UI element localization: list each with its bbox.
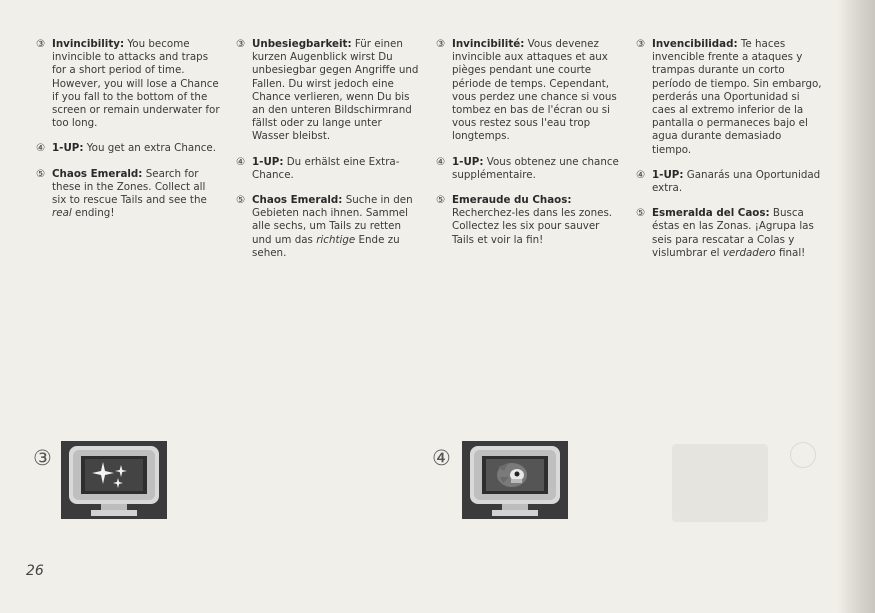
item-description: Du erhälst eine Extra-Chance. — [252, 155, 400, 181]
item-description: Vous devenez invincible aux attaques et aux pièges pendant une courte période de temps. Cependant, vous perdez une chance si vous tombez en bas de l'écran ou si vous restez sous l'eau trop longtemps. — [452, 38, 617, 143]
item-term: Esmeralda del Caos: — [652, 207, 770, 220]
item-emphasis: richtige — [316, 233, 356, 246]
item-number: ⑤ — [236, 194, 246, 207]
item-emphasis: real — [52, 207, 72, 220]
column-spanish — [636, 38, 822, 272]
column-english — [36, 38, 221, 232]
list-item — [436, 38, 621, 144]
list-item — [636, 169, 822, 195]
item-description: Suche in den Gebieten nach ihnen. Sammel alle sechs, um Tails zu retten und um das — [252, 194, 413, 246]
invincibility-monitor-icon — [61, 441, 167, 519]
item-body — [52, 38, 221, 130]
page-gutter-shadow — [837, 0, 875, 613]
item-description: You get an extra Chance. — [86, 142, 216, 155]
item-body — [652, 169, 822, 195]
item-term: 1-UP: — [452, 155, 484, 168]
item-body — [652, 38, 822, 157]
list-item — [36, 142, 221, 155]
item-description: You become invincible to attacks and traps for a short period of time. However, you will lose a Chance if you fall to the bottom of the screen or remain underwater for too long. — [52, 38, 220, 130]
list-item — [636, 207, 822, 260]
column-french — [436, 38, 621, 259]
item-body — [252, 194, 421, 260]
list-item — [636, 38, 822, 157]
item-body — [452, 38, 621, 144]
column-german — [236, 38, 421, 272]
item-description-end: final! — [775, 246, 806, 259]
icon-label-3: ③ — [33, 446, 52, 470]
item-term: 1-UP: — [52, 142, 84, 155]
list-item — [436, 156, 621, 182]
item-number: ③ — [36, 38, 46, 50]
item-number: ④ — [236, 155, 246, 168]
item-body — [252, 156, 421, 182]
item-description-end: Ende zu sehen. — [252, 233, 400, 259]
item-description-end: ending! — [71, 207, 115, 220]
list-item — [236, 156, 421, 182]
item-emphasis: verdadero — [722, 246, 776, 259]
item-body — [452, 156, 621, 182]
one-up-monitor-icon — [462, 441, 568, 519]
item-description: Vous obtenez une chance supplémentaire. — [452, 155, 619, 181]
item-body — [52, 142, 221, 155]
item-description: Für einen kurzen Augenblick wirst Du unbesiegbar gegen Angriffe und Fallen. Du wirst jedoch eine Chance verlieren, wenn Du bis an den unteren Bildschirmrand fällst oder zu lange unter Wasser bleibst. — [252, 38, 419, 143]
item-description: Ganarás una Oportunidad extra. — [652, 168, 821, 195]
icon-label-4: ④ — [432, 446, 451, 470]
item-description: Te haces invencible frente a ataques y trampas durante un corto período de tiempo. Sin embargo, perderás una Oportunidad si caes al extremo inferior de la pantalla o permaneces bajo el agua durante demasiado tiempo. — [652, 38, 822, 156]
item-description: Busca éstas en las Zonas. ¡Agrupa las seis para rescatar a Colas y vislumbrar el — [652, 207, 814, 259]
item-number: ⑤ — [636, 207, 646, 220]
item-number: ④ — [436, 155, 446, 168]
item-term: Emeraude du Chaos: — [452, 194, 572, 207]
item-number: ④ — [36, 142, 46, 155]
item-term: Chaos Emerald: — [52, 167, 143, 180]
item-description: Search for these in the Zones. Collect all six to rescue Tails and see the — [52, 167, 207, 207]
item-body — [52, 168, 221, 221]
item-term: Invencibilidad: — [652, 38, 738, 51]
list-item — [236, 38, 421, 144]
item-body — [252, 38, 421, 144]
item-term: Chaos Emerald: — [252, 194, 343, 207]
list-item — [36, 168, 221, 221]
list-item — [236, 194, 421, 260]
item-number: ④ — [636, 168, 646, 181]
item-term: Unbesiegbarkeit: — [252, 38, 352, 51]
item-term: 1-UP: — [652, 168, 684, 181]
item-term: Invincibilité: — [452, 38, 525, 51]
item-number: ③ — [436, 38, 446, 50]
list-item — [436, 194, 621, 247]
list-item — [36, 38, 221, 130]
item-number: ③ — [236, 38, 246, 50]
item-body — [452, 194, 621, 247]
item-term: 1-UP: — [252, 155, 284, 168]
item-number: ⑤ — [436, 194, 446, 207]
item-number: ⑤ — [36, 167, 46, 180]
item-description: Recherchez-les dans les zones. Collectez les six pour sauver Tails et voir la fin! — [452, 207, 613, 246]
item-term: Invincibility: — [52, 38, 125, 51]
page-number: 26 — [26, 563, 44, 579]
item-number: ③ — [636, 38, 646, 50]
faded-monitor-image — [672, 444, 768, 522]
faded-number-circle — [790, 442, 816, 468]
item-body — [652, 207, 822, 260]
